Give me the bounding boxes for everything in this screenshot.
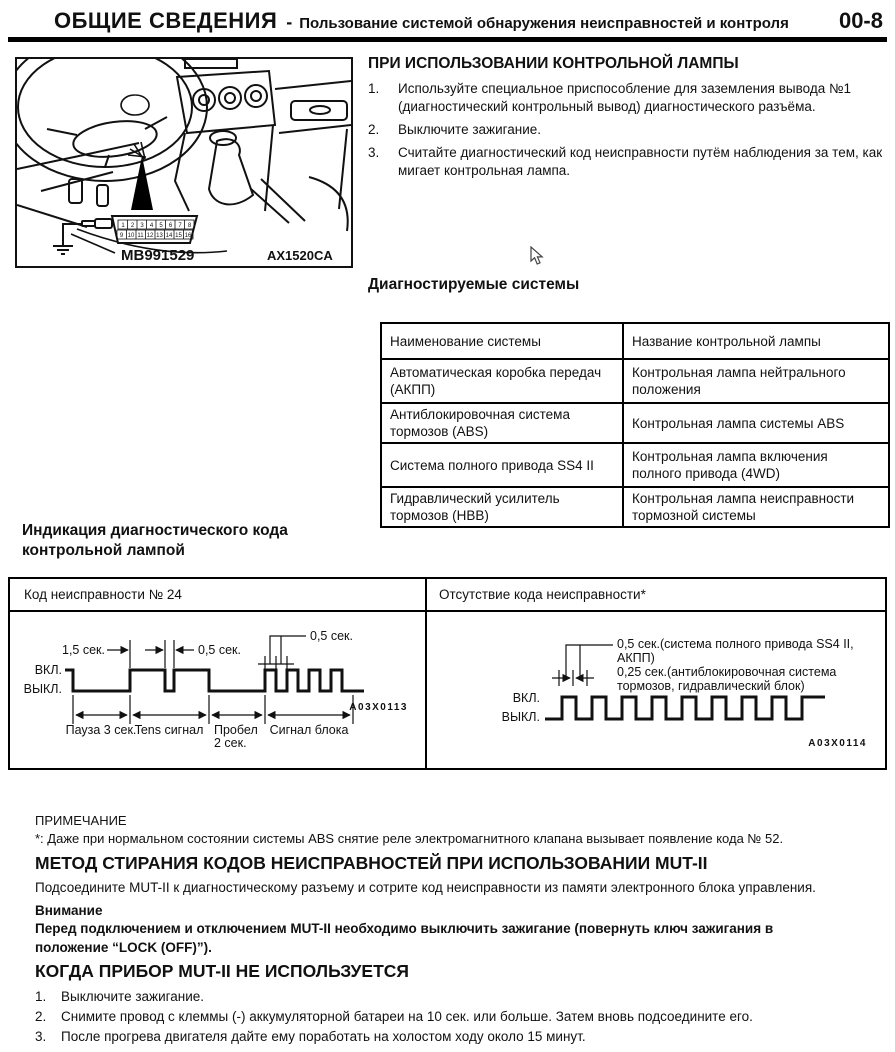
- systems-section-title: Диагностируемые системы: [368, 276, 580, 293]
- warning-title: Внимание: [35, 903, 103, 918]
- list-number: 2.: [368, 122, 380, 137]
- list-item: [35, 1008, 885, 1026]
- signal-trace: [65, 670, 364, 691]
- svg-text:4: 4: [149, 223, 154, 229]
- waveform-panel-nocode: [425, 612, 887, 770]
- no-mut-section: [35, 961, 885, 1048]
- table-row: [381, 403, 889, 443]
- svg-text:6: 6: [168, 223, 173, 229]
- off-label: ВЫКЛ.: [23, 682, 62, 696]
- list-text: После прогрева двигателя дайте ему поработать на холостом ходу около 15 минут.: [61, 1029, 586, 1044]
- tens-label: Tens сигнал: [134, 723, 204, 737]
- erase-section-title: МЕТОД СТИРАНИЯ КОДОВ НЕИСПРАВНОСТЕЙ ПРИ ИСПОЛЬЗОВАНИИ MUT-II: [35, 853, 708, 873]
- note-title: ПРИМЕЧАНИЕ: [35, 813, 127, 828]
- table-header-row: [381, 323, 889, 359]
- table-row: [381, 443, 889, 487]
- list-item: [368, 144, 892, 180]
- col-header-system: Наименование системы: [381, 323, 623, 359]
- cell-lamp: Контрольная лампа системы ABS: [623, 403, 889, 443]
- cell-system: Антиблокировочная система тормозов (ABS): [381, 403, 623, 443]
- waveform-panel-code24: [10, 612, 425, 770]
- list-number: 1.: [368, 81, 380, 96]
- cell-system: Система полного привода SS4 II: [381, 443, 623, 487]
- systems-table: [380, 322, 890, 528]
- list-text: Считайте диагностический код неисправности путём наблюдения за тем, как мигает контрольная лампа.: [398, 145, 883, 178]
- list-item: [35, 1028, 885, 1046]
- dim-0-5-sec: 0,5 сек.: [198, 643, 241, 657]
- cell-lamp: Контрольная лампа нейтрального положения: [623, 359, 889, 403]
- table-row: [381, 359, 889, 403]
- cell-system: Автоматическая коробка передач (АКПП): [381, 359, 623, 403]
- list-number: 1.: [35, 989, 47, 1004]
- svg-text:9: 9: [119, 233, 124, 239]
- erase-method-section: [35, 853, 885, 957]
- header-rule: [8, 37, 887, 42]
- note-line1: 0,5 сек.(система полного привода SS4 II,: [617, 637, 854, 651]
- figure-ref-code: A03X0114: [808, 738, 867, 749]
- figure-code: AX1520CA: [267, 248, 333, 263]
- svg-text:2: 2: [130, 223, 135, 229]
- no-mut-section-title: КОГДА ПРИБОР MUT-II НЕ ИСПОЛЬЗУЕТСЯ: [35, 961, 409, 981]
- title-separator: -: [286, 12, 293, 32]
- indication-section-title: Индикация диагностического кода контрольной лампой: [22, 522, 288, 559]
- list-item: [368, 121, 892, 139]
- note-line3: 0,25 сек.(антиблокировочная система: [617, 665, 837, 679]
- figure-ref-code: A03X0113: [349, 702, 408, 713]
- signal-trace: [545, 697, 825, 719]
- svg-text:8: 8: [187, 223, 192, 229]
- cell-lamp: Контрольная лампа неисправности тормозной системы: [623, 487, 889, 527]
- list-number: 3.: [35, 1029, 47, 1044]
- connector-location-figure: [15, 57, 353, 268]
- col-header-lamp: Название контрольной лампы: [623, 323, 889, 359]
- svg-text:1: 1: [121, 223, 125, 229]
- gap-label-line1: Пробел: [214, 723, 258, 737]
- waveform-code24: [10, 612, 425, 770]
- chapter-title: ОБЩИЕ СВЕДЕНИЯ: [54, 8, 278, 33]
- figure-header-right: Отсутствие кода неисправности*: [425, 579, 885, 610]
- svg-text:13: 13: [156, 233, 163, 239]
- pause-label: Пауза 3 сек.: [65, 723, 137, 737]
- tool-part-number: MB991529: [121, 247, 195, 264]
- on-label: ВКЛ.: [34, 663, 62, 677]
- lamp-section-title: ПРИ ИСПОЛЬЗОВАНИИ КОНТРОЛЬНОЙ ЛАМПЫ: [368, 55, 739, 72]
- on-label: ВКЛ.: [512, 691, 540, 705]
- note-section: [35, 812, 885, 847]
- svg-text:10: 10: [127, 233, 135, 239]
- figure-header-row: [10, 579, 885, 612]
- cell-system: Гидравлический усилитель тормозов (HBB): [381, 487, 623, 527]
- svg-text:7: 7: [178, 223, 182, 229]
- list-number: 2.: [35, 1009, 47, 1024]
- warning-text: Перед подключением и отключением MUT-II необходимо выключить зажигание (повернуть ключ зажигания в положение “LOCK (OFF)”).: [35, 921, 774, 955]
- svg-text:15: 15: [175, 233, 182, 239]
- list-text: Выключите зажигание.: [398, 122, 541, 137]
- list-text: Используйте специальное приспособление для заземления вывода №1 (диагностический контрольный вывод) диагностического разъёма.: [398, 81, 851, 114]
- svg-text:3: 3: [140, 223, 144, 229]
- section-subtitle: Пользование системой обнаружения неисправностей и контроля: [299, 15, 789, 32]
- erase-section-body: Подсоедините MUT-II к диагностическому разъему и сотрите код неисправности из памяти электронного блока управления.: [35, 880, 816, 895]
- dashboard-line-art: [17, 59, 351, 266]
- list-text: Снимите провод с клеммы (-) аккумуляторной батареи на 10 сек. или больше. Затем вновь подсоедините его.: [61, 1009, 753, 1024]
- block-label: Сигнал блока: [269, 723, 349, 737]
- page-header: [8, 8, 887, 34]
- svg-text:14: 14: [165, 233, 173, 239]
- note-line4: тормозов, гидравлический блок): [617, 679, 805, 693]
- list-item: [35, 988, 885, 1006]
- svg-text:11: 11: [137, 233, 144, 239]
- waveform-nocode: [427, 612, 887, 770]
- off-label: ВЫКЛ.: [501, 710, 540, 724]
- svg-text:16: 16: [184, 233, 192, 239]
- code-indication-figure: [8, 577, 887, 770]
- figure-header-left: Код неисправности № 24: [24, 587, 182, 602]
- dim-0-5-sec-top: 0,5 сек.: [310, 629, 353, 643]
- list-item: [368, 80, 892, 116]
- list-text: Выключите зажигание.: [61, 989, 204, 1004]
- gap-label-line2: 2 сек.: [214, 736, 247, 750]
- svg-text:5: 5: [159, 223, 163, 229]
- cell-lamp: Контрольная лампа включения полного привода (4WD): [623, 443, 889, 487]
- page-number: 00-8: [838, 8, 883, 33]
- svg-text:12: 12: [146, 233, 154, 239]
- note-text: *: Даже при нормальном состоянии системы ABS снятие реле электромагнитного клапана вызывает появление кода № 52.: [35, 831, 784, 846]
- table-row: [381, 487, 889, 527]
- dim-1-5-sec: 1,5 сек.: [62, 643, 105, 657]
- lamp-procedure-section: [368, 55, 892, 185]
- mouse-cursor: [530, 246, 546, 266]
- list-number: 3.: [368, 145, 380, 160]
- note-line2: АКПП): [617, 651, 655, 665]
